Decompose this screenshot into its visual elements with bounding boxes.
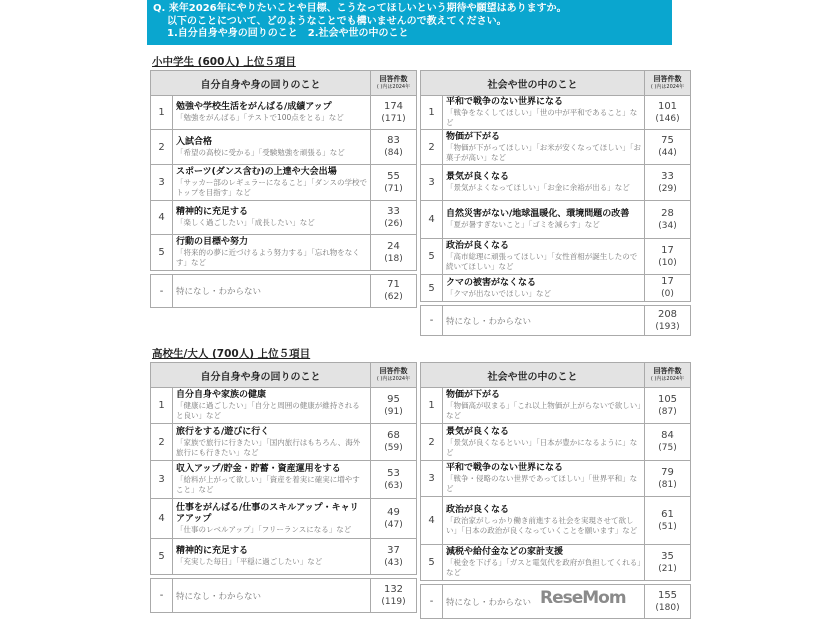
count — [645, 424, 691, 461]
table-row — [421, 201, 691, 239]
item-examples: 「勉強をがんばる」「テストで100点をとる」など — [176, 113, 344, 122]
count-2025: 208 — [657, 308, 678, 320]
count — [645, 545, 691, 581]
table-row — [151, 235, 417, 271]
none-label: 特になし・わからない — [446, 597, 532, 608]
item-examples: 「家族で旅行に行きたい」「国内旅行はもちろん、海外旅行にも行きたい」など — [176, 437, 361, 457]
item — [173, 499, 371, 539]
count — [645, 585, 691, 619]
count — [371, 388, 417, 424]
count-2025: 71 — [387, 279, 400, 290]
item — [443, 424, 645, 461]
rank: 4 — [151, 499, 173, 539]
rank: - — [421, 585, 443, 619]
count-2024: (18) — [384, 253, 403, 264]
none-row — [151, 275, 417, 308]
rank: 4 — [421, 497, 443, 545]
item-title: 収入アップ/貯金・貯蓄・資産運用をする — [176, 464, 341, 474]
count-2024: (193) — [655, 321, 680, 332]
item — [173, 424, 371, 461]
resemom-watermark-logo: ReseMom — [540, 588, 626, 608]
count — [371, 235, 417, 271]
count-2024: (21) — [658, 563, 677, 574]
table-row — [421, 388, 691, 424]
rank: 2 — [151, 424, 173, 461]
item — [173, 579, 371, 613]
count-2024: (29) — [658, 183, 677, 194]
count — [645, 461, 691, 497]
item — [173, 201, 371, 235]
item-title: スポーツ(ダンス含む)の上達や大会出場 — [176, 167, 337, 177]
rank: 5 — [151, 539, 173, 575]
rank: 5 — [151, 235, 173, 271]
item-examples: 「給料が上がって欲しい」「資産を着実に確実に増やすこと」など — [176, 475, 360, 494]
rank: 2 — [151, 130, 173, 165]
count-2025: 105 — [657, 393, 678, 405]
count-2024: (119) — [381, 596, 406, 607]
table-row — [421, 275, 691, 302]
count — [371, 201, 417, 235]
count-2025: 84 — [661, 430, 674, 441]
item-title: クマの被害がなくなる — [446, 277, 537, 288]
count-2025: 49 — [387, 506, 400, 518]
rank: 2 — [421, 130, 443, 165]
count-2025: 55 — [387, 170, 400, 182]
count-2024: (75) — [658, 443, 677, 453]
item-examples: 「充実した毎日」「平穏に過ごしたい」など — [176, 557, 323, 566]
self-ranking-table — [150, 70, 417, 308]
count-label: 回答件数 — [379, 367, 408, 375]
rank: 3 — [421, 165, 443, 201]
section-title: 高校生/大人 (700人) 上位５項目 — [152, 348, 311, 360]
count-2025: 174 — [383, 100, 404, 112]
count-header — [371, 363, 417, 388]
item — [443, 497, 645, 545]
count-2024: (51) — [658, 521, 677, 532]
count — [645, 201, 691, 239]
count-2024: (171) — [381, 113, 406, 124]
rank: - — [151, 275, 173, 308]
count-2025: 24 — [387, 240, 400, 252]
item — [173, 165, 371, 201]
count-2024: (34) — [658, 220, 677, 231]
count-2024: (26) — [384, 218, 403, 229]
item-title: 精神的に充足する — [176, 207, 249, 217]
rank: 1 — [151, 96, 173, 130]
count-2024: (91) — [384, 406, 403, 417]
count-2025: 33 — [661, 170, 674, 182]
count-2025: 68 — [387, 430, 400, 441]
count — [371, 461, 417, 499]
column-header: 社会や世の中のこと — [421, 363, 645, 388]
count-header — [645, 363, 691, 388]
none-row — [421, 306, 691, 336]
count-2024: (84) — [384, 148, 403, 158]
table-row — [421, 239, 691, 275]
item — [443, 461, 645, 497]
count-label: 回答件数 — [379, 75, 408, 83]
count — [645, 497, 691, 545]
table-header — [421, 363, 691, 388]
count-2025: 17 — [661, 276, 674, 287]
item-title: 平和で戦争のない世界になる — [446, 97, 564, 107]
item — [443, 165, 645, 201]
item-examples: 「景気がよくなってほしい」「お金に余裕が出る」など — [446, 183, 630, 192]
rank: 1 — [421, 388, 443, 424]
item-examples: 「政治家がしっかり働き前進する社会を実現させて欲しい」「日本の政治が良くなっていくことを願います」など — [446, 516, 638, 535]
item — [173, 235, 371, 271]
count — [371, 539, 417, 575]
item — [443, 130, 645, 165]
item — [443, 545, 645, 581]
item — [443, 306, 645, 336]
item-title: 勉強や学校生活をがんばる/成績アップ — [176, 102, 332, 112]
table-row — [151, 424, 417, 461]
item — [443, 388, 645, 424]
item-title: 平和で戦争のない世界になる — [446, 463, 564, 473]
table-row — [421, 424, 691, 461]
item — [173, 275, 371, 308]
count-2025: 37 — [387, 544, 400, 556]
rank: 5 — [421, 239, 443, 275]
count-2025: 35 — [661, 550, 674, 562]
rank: 5 — [421, 275, 443, 302]
count — [645, 239, 691, 275]
item-title: 政治が良くなる — [446, 241, 510, 251]
count-header — [371, 71, 417, 96]
column-header: 自分自身や身の回りのこと — [151, 363, 371, 388]
society-ranking-table — [420, 70, 691, 336]
column-header: 自分自身や身の回りのこと — [151, 71, 371, 96]
table-row — [151, 388, 417, 424]
item-examples: 「戦争・侵略のない世界であってほしい」「世界平和」など — [446, 474, 638, 493]
count-2025: 155 — [657, 589, 678, 601]
count-header — [645, 71, 691, 96]
table-row — [421, 497, 691, 545]
count-note: ( )内は2024年 — [376, 376, 411, 382]
count — [371, 499, 417, 539]
count-note: ( )内は2024年 — [376, 84, 411, 90]
count-2024: (10) — [658, 257, 677, 268]
none-label: 特になし・わからない — [176, 591, 262, 602]
rank: 3 — [151, 165, 173, 201]
item — [173, 388, 371, 424]
item-title: 行動の目標や努力 — [176, 237, 249, 247]
item-title: 自分自身や家族の健康 — [176, 390, 267, 400]
rank: 1 — [151, 388, 173, 424]
item — [173, 130, 371, 165]
section-title: 小中学生 (600人) 上位５項目 — [152, 56, 296, 68]
table-header — [151, 71, 417, 96]
item-examples: 「サッカー部のレギュラーになること」「ダンスの学校でトップを目指す」など — [176, 178, 367, 197]
table-row — [421, 130, 691, 165]
count-2025: 28 — [661, 207, 674, 219]
count-2025: 17 — [661, 244, 674, 256]
rank: 3 — [421, 461, 443, 497]
item-title: 景気が良くなる — [446, 426, 510, 437]
table-row — [151, 539, 417, 575]
count-2025: 61 — [661, 508, 674, 520]
item-examples: 「物価が下がってほしい」「お米が安くなってほしい」「お菓子が高い」など — [446, 142, 641, 162]
item-title: 旅行をする/遊びに行く — [176, 426, 270, 437]
count-2024: (0) — [661, 289, 674, 299]
rank: 1 — [421, 96, 443, 130]
table-row — [151, 96, 417, 130]
table-row — [151, 499, 417, 539]
item-examples: 「税金を下げる」「ガスと電気代を政府が負担してくれる」など — [446, 558, 641, 577]
count — [645, 388, 691, 424]
table-header — [151, 363, 417, 388]
count-2025: 132 — [383, 583, 404, 595]
item — [173, 539, 371, 575]
count-2024: (44) — [658, 148, 677, 158]
count-2025: 33 — [387, 205, 400, 217]
table-row — [151, 461, 417, 499]
count-2024: (87) — [658, 406, 677, 417]
count — [645, 130, 691, 165]
item — [443, 201, 645, 239]
rank: - — [151, 579, 173, 613]
item-examples: 「将来的の夢に近づけるよう努力する」「忘れ物をなくす」など — [176, 248, 360, 267]
table-row — [421, 545, 691, 581]
item-title: 入試合格 — [176, 136, 213, 147]
rank: 5 — [421, 545, 443, 581]
item-examples: 「希望の高校に受かる」「受験勉強を頑張る」など — [176, 147, 345, 157]
count — [371, 96, 417, 130]
count-2025: 83 — [387, 135, 400, 146]
item-title: 自然災害がない/地球温暖化、環境問題の改善 — [446, 209, 630, 219]
rank: 3 — [151, 461, 173, 499]
count-2024: (81) — [658, 479, 677, 490]
table-header — [421, 71, 691, 96]
table-row — [421, 461, 691, 497]
count-2024: (71) — [384, 183, 403, 194]
count-2024: (180) — [655, 602, 680, 613]
none-label: 特になし・わからない — [176, 287, 262, 297]
self-ranking-table — [150, 362, 417, 613]
item — [173, 461, 371, 499]
count — [645, 96, 691, 130]
item-title: 景気が良くなる — [446, 172, 510, 182]
item-examples: 「物価高が収まる」「これ以上物価が上がらないで欲しい」など — [446, 401, 641, 420]
count — [645, 165, 691, 201]
column-header: 社会や世の中のこと — [421, 71, 645, 96]
count-2024: (146) — [655, 113, 680, 124]
count-2024: (59) — [384, 443, 403, 453]
item-title: 減税や給付金などの家計支援 — [446, 547, 564, 557]
none-row — [151, 579, 417, 613]
item-examples: 「景気が良くなるといい」「日本が豊かになるように」など — [446, 437, 638, 457]
item-title: 仕事をがんばる/仕事のスキルアップ・キャリアアップ — [176, 502, 359, 524]
item-examples: 「仕事のレベルアップ」「フリーランスになる」など — [176, 524, 352, 534]
question-line: 1.自分自身や身の回りのこと 2.社会や世の中のこと — [167, 28, 409, 39]
item-examples: 「高市総理に頑張ってほしい」「女性首相が誕生したので続いてほしい」など — [446, 252, 638, 271]
count-label: 回答件数 — [653, 75, 682, 83]
count — [371, 579, 417, 613]
item — [443, 96, 645, 130]
rank: 4 — [421, 201, 443, 239]
rank: - — [421, 306, 443, 336]
item — [443, 239, 645, 275]
item — [173, 96, 371, 130]
count-2025: 75 — [661, 135, 674, 146]
rank: 4 — [151, 201, 173, 235]
count-note: ( )内は2024年 — [650, 84, 685, 90]
rank: 2 — [421, 424, 443, 461]
item-title: 物価が下がる — [446, 390, 501, 400]
question-line: 以下のことについて、どのようなことでも構いませんので教えてください。 — [167, 15, 507, 27]
count-2025: 53 — [387, 467, 400, 479]
count — [645, 306, 691, 336]
table-row — [151, 130, 417, 165]
item-examples: 「クマが出ないでほしい」など — [446, 288, 551, 298]
count — [645, 275, 691, 302]
question-line: Q. 来年2026年にやりたいことや目標、こうなってほしいという期待や願望はありますか。 — [153, 3, 567, 14]
item-title: 物価が下がる — [446, 131, 501, 142]
count-2024: (47) — [384, 519, 403, 530]
table-row — [151, 201, 417, 235]
count-2025: 95 — [387, 393, 400, 405]
count-2024: (43) — [384, 557, 403, 568]
item — [443, 275, 645, 302]
count — [371, 275, 417, 308]
item-title: 政治が良くなる — [446, 505, 510, 515]
item-examples: 「健康に過ごしたい」「自分と周囲の健康が維持されると良い」など — [176, 401, 360, 420]
item-title: 精神的に充足する — [176, 546, 249, 556]
table-row — [151, 165, 417, 201]
society-ranking-table — [420, 362, 691, 619]
count-note: ( )内は2024年 — [650, 376, 685, 382]
count-label: 回答件数 — [653, 367, 682, 375]
count-2025: 79 — [661, 466, 674, 478]
count-2025: 101 — [657, 100, 678, 112]
count-2024: (62) — [384, 292, 403, 302]
item-examples: 「楽しく過ごしたい」「成長したい」など — [176, 218, 315, 227]
count — [371, 424, 417, 461]
count — [371, 165, 417, 201]
item-examples: 「戦争をなくしてほしい」「世の中が平和であること」など — [446, 108, 638, 127]
question-banner — [147, 0, 672, 45]
count — [371, 130, 417, 165]
table-row — [421, 96, 691, 130]
table-row — [421, 165, 691, 201]
item-examples: 「夏が暑すぎないこと」「ゴミを減らす」など — [446, 220, 600, 229]
none-label: 特になし・わからない — [446, 316, 532, 327]
count-2024: (63) — [384, 480, 403, 491]
